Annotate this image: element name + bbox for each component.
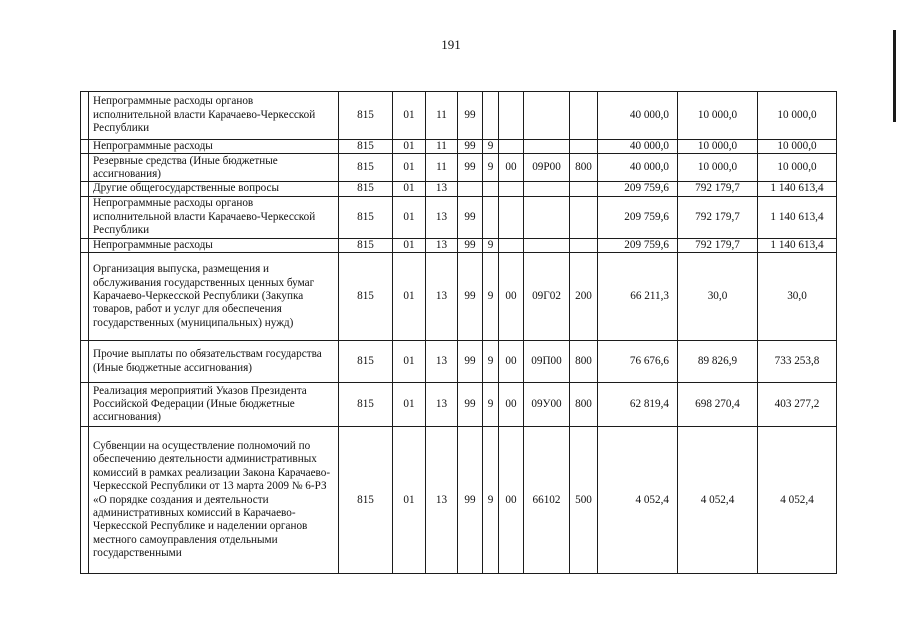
amount-3-cell: 733 253,8 — [758, 341, 837, 383]
expense-type-cell — [570, 196, 598, 238]
table-row — [81, 196, 837, 238]
expense-type-cell — [570, 92, 598, 140]
margin-cell — [81, 154, 89, 182]
article-code-cell: 66102 — [524, 427, 570, 574]
table-row — [81, 238, 837, 252]
program-code-cell: 99 — [458, 383, 483, 427]
margin-cell — [81, 383, 89, 427]
amount-1-cell: 66 211,3 — [598, 253, 678, 341]
subprogram-code-cell — [483, 196, 499, 238]
amount-1-cell: 209 759,6 — [598, 182, 678, 196]
article-code-cell — [524, 182, 570, 196]
row-name-cell: Непрограммные расходы органов исполнительной власти Карачаево-Черкесской Республики — [89, 196, 339, 238]
amount-1-cell: 4 052,4 — [598, 427, 678, 574]
direction-code-cell — [499, 182, 524, 196]
article-code-cell: 09Р00 — [524, 154, 570, 182]
row-name-cell: Непрограммные расходы — [89, 140, 339, 154]
amount-1-cell: 209 759,6 — [598, 196, 678, 238]
margin-cell — [81, 182, 89, 196]
amount-2-cell: 10 000,0 — [678, 140, 758, 154]
amount-3-cell: 1 140 613,4 — [758, 196, 837, 238]
expense-type-cell — [570, 140, 598, 154]
amount-3-cell: 1 140 613,4 — [758, 238, 837, 252]
ministry-code-cell: 815 — [339, 154, 393, 182]
direction-code-cell: 00 — [499, 253, 524, 341]
subprogram-code-cell: 9 — [483, 383, 499, 427]
amount-2-cell: 30,0 — [678, 253, 758, 341]
table-row — [81, 427, 837, 574]
table-row — [81, 341, 837, 383]
amount-3-cell: 30,0 — [758, 253, 837, 341]
ministry-code-cell: 815 — [339, 341, 393, 383]
margin-cell — [81, 238, 89, 252]
scan-edge-mark — [893, 30, 896, 122]
table-row — [81, 92, 837, 140]
margin-cell — [81, 253, 89, 341]
budget-table — [80, 91, 837, 574]
ministry-code-cell: 815 — [339, 182, 393, 196]
table-row — [81, 140, 837, 154]
subsection-code-cell: 13 — [426, 383, 458, 427]
section-code-cell: 01 — [393, 427, 426, 574]
article-code-cell: 09Г02 — [524, 253, 570, 341]
direction-code-cell: 00 — [499, 427, 524, 574]
subsection-code-cell: 11 — [426, 154, 458, 182]
subsection-code-cell: 13 — [426, 238, 458, 252]
margin-cell — [81, 196, 89, 238]
amount-2-cell: 10 000,0 — [678, 92, 758, 140]
table-row — [81, 154, 837, 182]
subsection-code-cell: 11 — [426, 92, 458, 140]
ministry-code-cell: 815 — [339, 196, 393, 238]
ministry-code-cell: 815 — [339, 383, 393, 427]
row-name-cell: Резервные средства (Иные бюджетные ассигнования) — [89, 154, 339, 182]
subsection-code-cell: 13 — [426, 253, 458, 341]
program-code-cell: 99 — [458, 154, 483, 182]
ministry-code-cell: 815 — [339, 92, 393, 140]
article-code-cell — [524, 196, 570, 238]
subprogram-code-cell — [483, 182, 499, 196]
amount-3-cell: 10 000,0 — [758, 140, 837, 154]
row-name-cell: Реализация мероприятий Указов Президента Российской Федерации (Иные бюджетные ассигнования) — [89, 383, 339, 427]
section-code-cell: 01 — [393, 383, 426, 427]
amount-1-cell: 209 759,6 — [598, 238, 678, 252]
section-code-cell: 01 — [393, 140, 426, 154]
subsection-code-cell: 11 — [426, 140, 458, 154]
program-code-cell — [458, 182, 483, 196]
amount-2-cell: 89 826,9 — [678, 341, 758, 383]
ministry-code-cell: 815 — [339, 140, 393, 154]
direction-code-cell: 00 — [499, 341, 524, 383]
row-name-cell: Непрограммные расходы — [89, 238, 339, 252]
section-code-cell: 01 — [393, 154, 426, 182]
subsection-code-cell: 13 — [426, 196, 458, 238]
program-code-cell: 99 — [458, 427, 483, 574]
amount-3-cell: 10 000,0 — [758, 92, 837, 140]
ministry-code-cell: 815 — [339, 238, 393, 252]
amount-1-cell: 76 676,6 — [598, 341, 678, 383]
direction-code-cell — [499, 140, 524, 154]
program-code-cell: 99 — [458, 238, 483, 252]
ministry-code-cell: 815 — [339, 427, 393, 574]
subprogram-code-cell: 9 — [483, 238, 499, 252]
amount-2-cell: 4 052,4 — [678, 427, 758, 574]
article-code-cell: 09У00 — [524, 383, 570, 427]
section-code-cell: 01 — [393, 196, 426, 238]
expense-type-cell: 500 — [570, 427, 598, 574]
section-code-cell: 01 — [393, 341, 426, 383]
row-name-cell: Непрограммные расходы органов исполнительной власти Карачаево-Черкесской Республики — [89, 92, 339, 140]
expense-type-cell — [570, 238, 598, 252]
amount-3-cell: 4 052,4 — [758, 427, 837, 574]
margin-cell — [81, 92, 89, 140]
table-row — [81, 253, 837, 341]
row-name-cell: Другие общегосударственные вопросы — [89, 182, 339, 196]
subsection-code-cell: 13 — [426, 427, 458, 574]
page-number: 191 — [441, 37, 461, 52]
row-name-cell: Прочие выплаты по обязательствам государства (Иные бюджетные ассигнования) — [89, 341, 339, 383]
section-code-cell: 01 — [393, 253, 426, 341]
expense-type-cell: 200 — [570, 253, 598, 341]
amount-1-cell: 40 000,0 — [598, 154, 678, 182]
section-code-cell: 01 — [393, 182, 426, 196]
budget-table-body — [81, 92, 837, 574]
table-row — [81, 182, 837, 196]
program-code-cell: 99 — [458, 341, 483, 383]
margin-cell — [81, 427, 89, 574]
amount-2-cell: 792 179,7 — [678, 238, 758, 252]
amount-2-cell: 792 179,7 — [678, 196, 758, 238]
subprogram-code-cell: 9 — [483, 140, 499, 154]
amount-2-cell: 698 270,4 — [678, 383, 758, 427]
amount-2-cell: 10 000,0 — [678, 154, 758, 182]
direction-code-cell: 00 — [499, 383, 524, 427]
expense-type-cell: 800 — [570, 383, 598, 427]
table-row — [81, 383, 837, 427]
program-code-cell: 99 — [458, 253, 483, 341]
program-code-cell: 99 — [458, 92, 483, 140]
article-code-cell — [524, 140, 570, 154]
subprogram-code-cell: 9 — [483, 427, 499, 574]
margin-cell — [81, 341, 89, 383]
amount-3-cell: 1 140 613,4 — [758, 182, 837, 196]
direction-code-cell — [499, 238, 524, 252]
direction-code-cell — [499, 92, 524, 140]
article-code-cell — [524, 238, 570, 252]
subprogram-code-cell: 9 — [483, 341, 499, 383]
subprogram-code-cell — [483, 92, 499, 140]
program-code-cell: 99 — [458, 196, 483, 238]
amount-3-cell: 10 000,0 — [758, 154, 837, 182]
section-code-cell: 01 — [393, 92, 426, 140]
amount-2-cell: 792 179,7 — [678, 182, 758, 196]
subsection-code-cell: 13 — [426, 182, 458, 196]
row-name-cell: Субвенции на осуществление полномочий по обеспечению деятельности административных комиссий в рамках реализации Закона Карачаево-Черкесской Республики от 13 марта 2009 № 6-РЗ «О порядке создания и деятельности административных комиссий в Карачаево-Черкесской Республике и наделении органов местного самоуправления отдельными государственными — [89, 427, 339, 574]
article-code-cell: 09П00 — [524, 341, 570, 383]
expense-type-cell: 800 — [570, 341, 598, 383]
ministry-code-cell: 815 — [339, 253, 393, 341]
margin-cell — [81, 140, 89, 154]
expense-type-cell: 800 — [570, 154, 598, 182]
row-name-cell: Организация выпуска, размещения и обслуживания государственных ценных бумаг Карачаево-Черкесской Республики (Закупка товаров, работ и услуг для обеспечения государственных (муниципальных) нужд) — [89, 253, 339, 341]
expense-type-cell — [570, 182, 598, 196]
direction-code-cell — [499, 196, 524, 238]
section-code-cell: 01 — [393, 238, 426, 252]
subsection-code-cell: 13 — [426, 341, 458, 383]
subprogram-code-cell: 9 — [483, 154, 499, 182]
amount-1-cell: 40 000,0 — [598, 140, 678, 154]
article-code-cell — [524, 92, 570, 140]
subprogram-code-cell: 9 — [483, 253, 499, 341]
amount-1-cell: 62 819,4 — [598, 383, 678, 427]
amount-3-cell: 403 277,2 — [758, 383, 837, 427]
program-code-cell: 99 — [458, 140, 483, 154]
direction-code-cell: 00 — [499, 154, 524, 182]
amount-1-cell: 40 000,0 — [598, 92, 678, 140]
